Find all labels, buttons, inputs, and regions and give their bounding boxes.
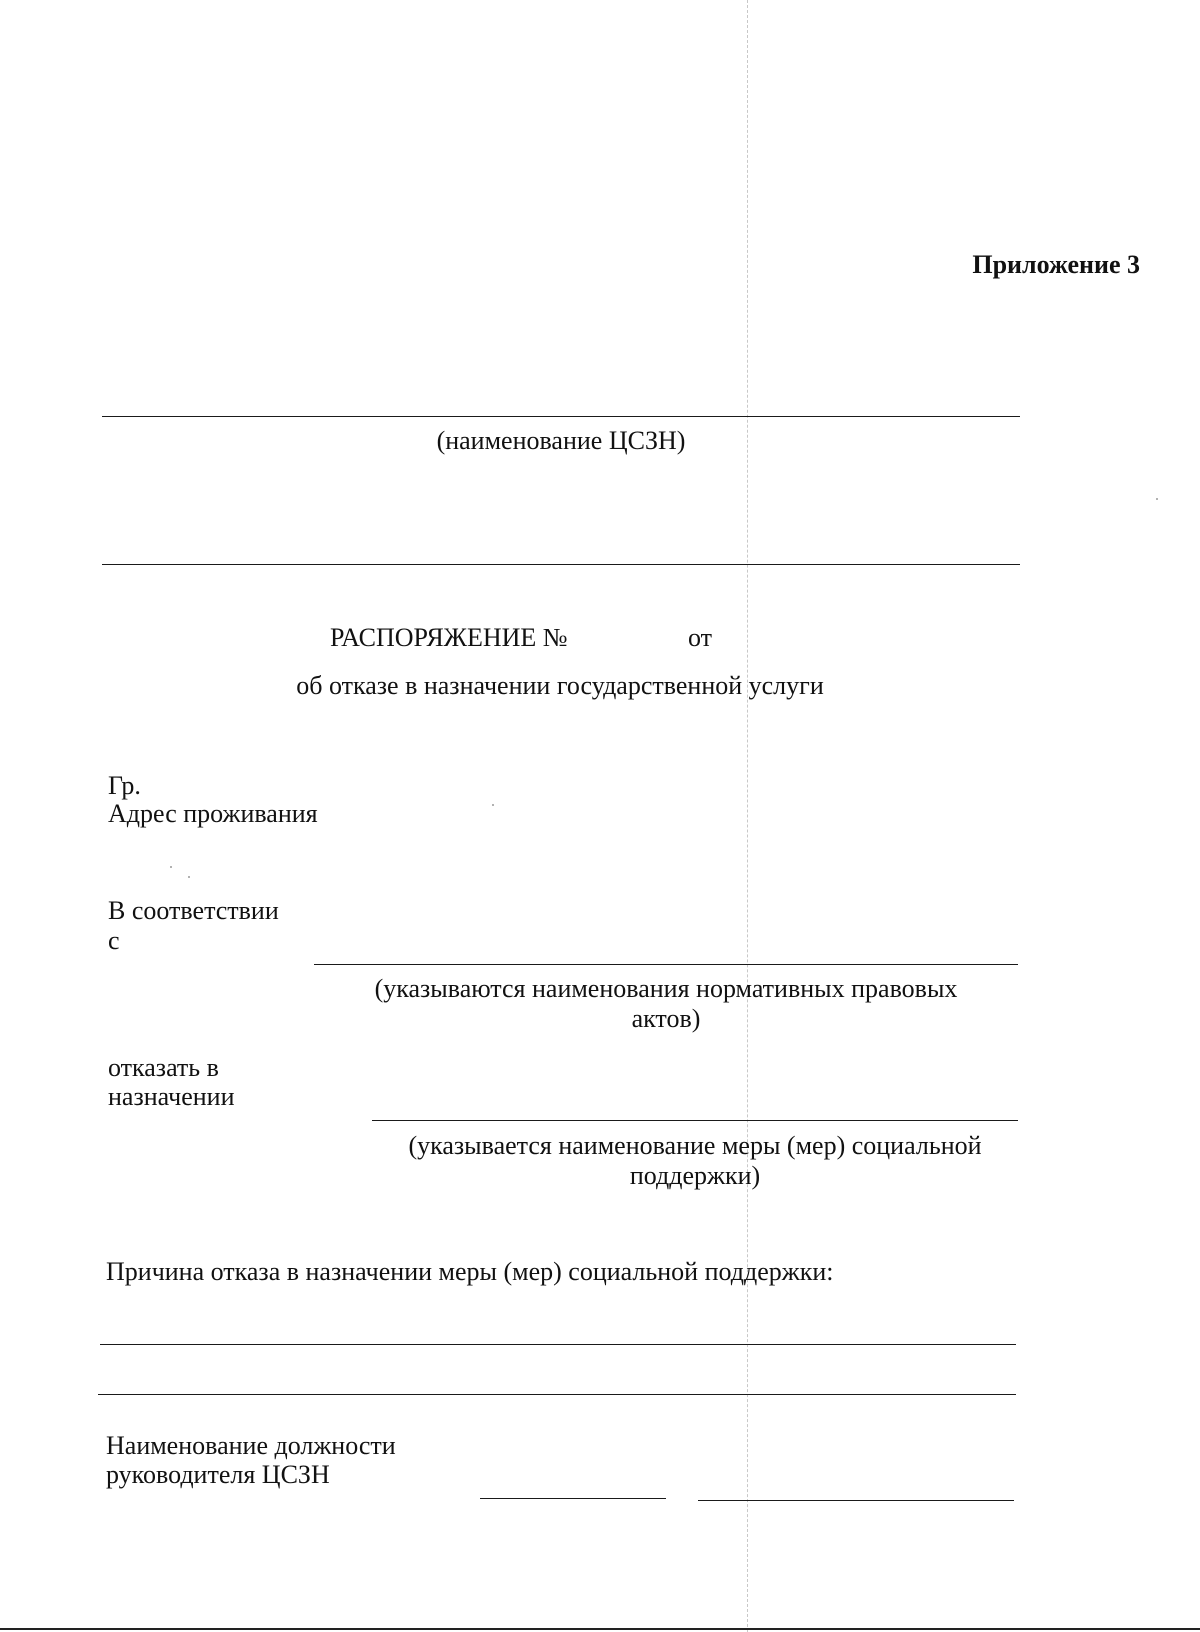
legal-acts-caption-line1: (указываются наименования нормативных правовых	[374, 974, 958, 1003]
order-from-label: от	[688, 623, 713, 652]
scan-fold-line	[747, 0, 748, 1632]
scan-speck	[170, 866, 172, 868]
refusal-reason-line-1	[100, 1344, 1016, 1345]
legal-acts-caption-line2: актов)	[631, 1004, 701, 1033]
org-name-line	[102, 416, 1020, 417]
full-name-line	[698, 1500, 1014, 1501]
org-second-line	[102, 564, 1020, 565]
scan-speck	[1156, 498, 1158, 500]
refuse-label-line1: отказать в	[108, 1053, 219, 1082]
address-label: Адрес проживания	[108, 799, 318, 828]
head-position-label-line1: Наименование должности	[106, 1431, 396, 1460]
head-position-label-line2: руководителя ЦСЗН	[106, 1460, 330, 1489]
signature-line	[480, 1498, 666, 1499]
accordance-label-line2: с	[108, 926, 120, 955]
refuse-label-line2: назначении	[108, 1082, 235, 1111]
appendix-label: Приложение 3	[972, 250, 1140, 279]
scan-speck	[492, 804, 494, 806]
org-name-caption: (наименование ЦСЗН)	[436, 426, 686, 455]
support-measure-line	[372, 1120, 1018, 1121]
refusal-reason-label: Причина отказа в назначении меры (мер) социальной поддержки:	[106, 1257, 834, 1286]
scan-speck	[188, 876, 190, 878]
accordance-label-line1: В соответствии	[108, 896, 279, 925]
order-title: РАСПОРЯЖЕНИЕ №	[330, 623, 568, 652]
support-measure-caption-line1: (указывается наименование меры (мер) социальной	[408, 1131, 982, 1160]
order-subtitle: об отказе в назначении государственной услуги	[296, 671, 824, 700]
refusal-reason-line-2	[98, 1394, 1016, 1395]
legal-acts-line	[314, 964, 1018, 965]
scan-bottom-edge	[0, 1628, 1200, 1630]
citizen-label: Гр.	[108, 771, 141, 800]
support-measure-caption-line2: поддержки)	[629, 1161, 761, 1190]
